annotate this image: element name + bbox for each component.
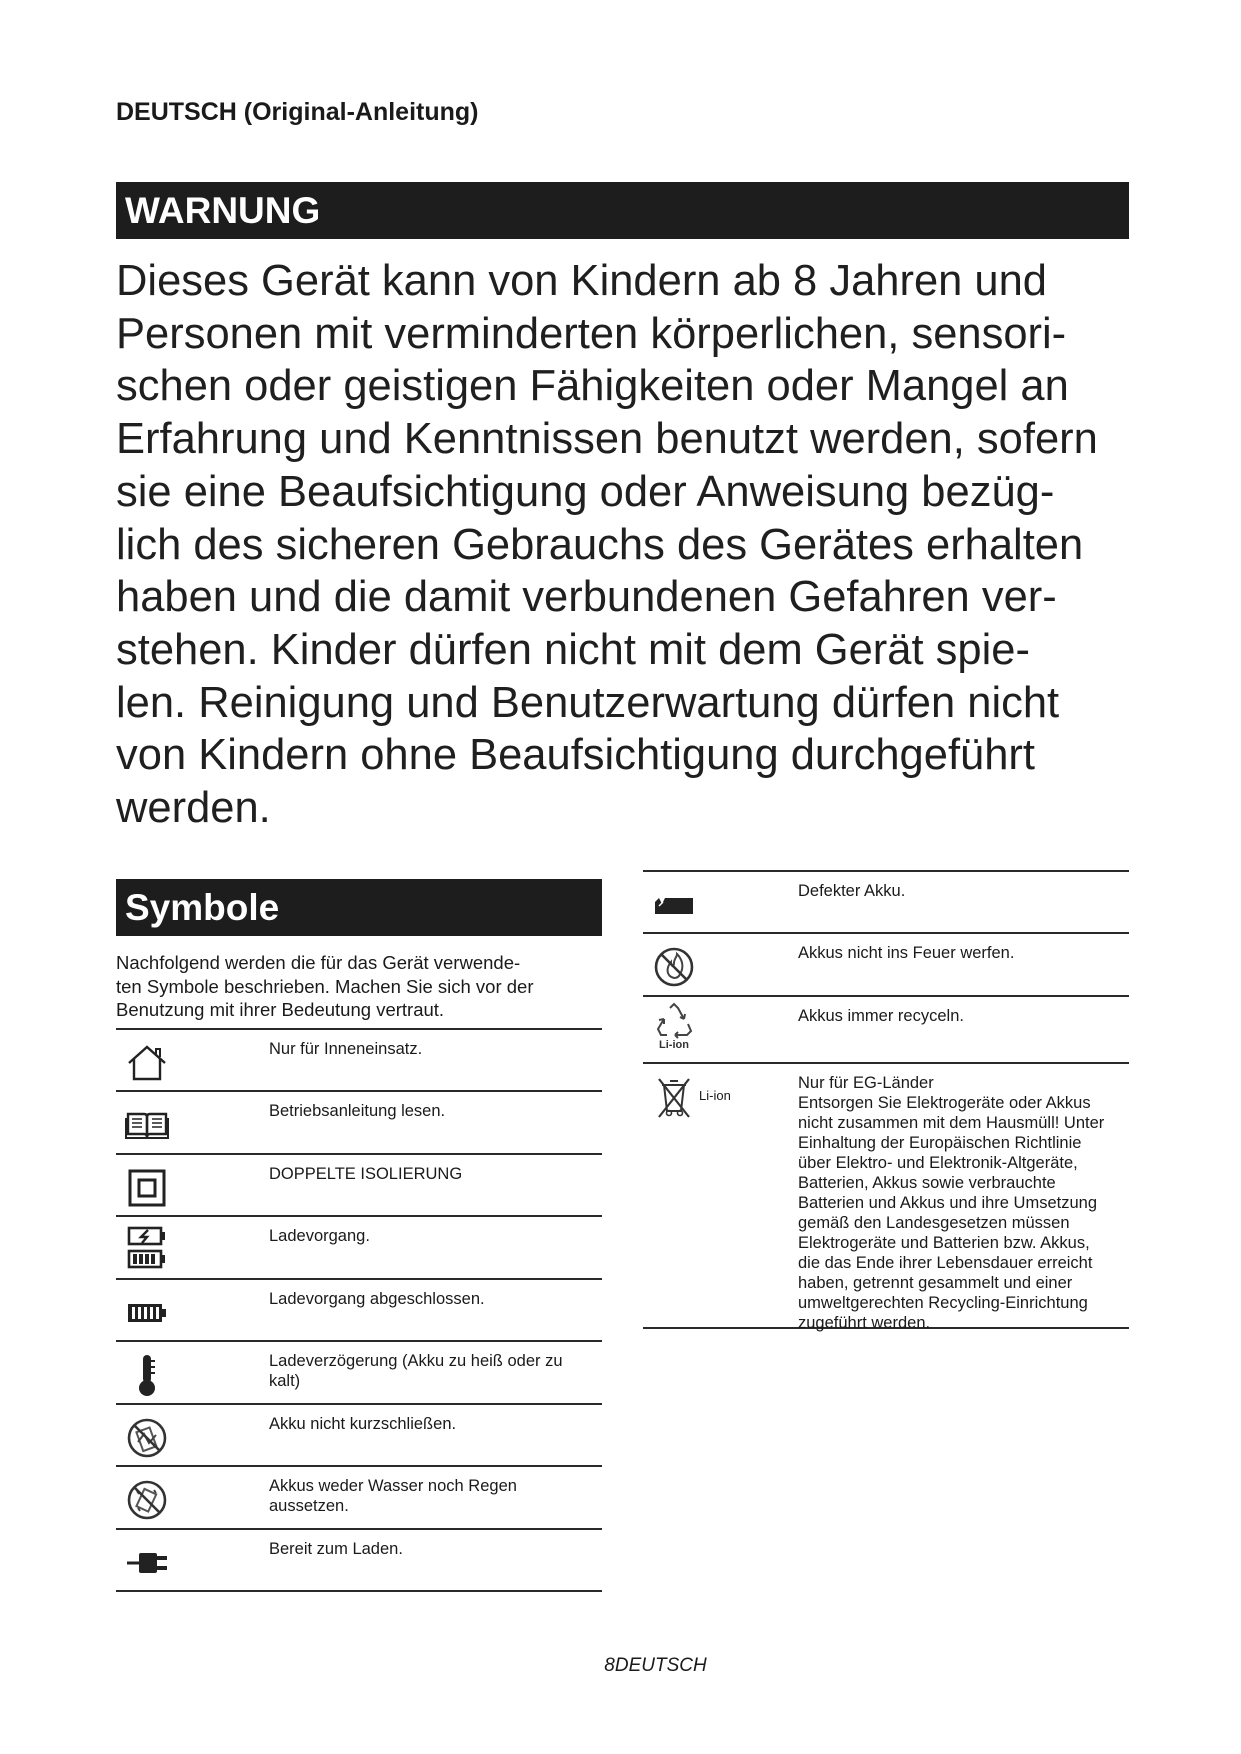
warning-line: werden. [116,784,271,833]
intro-line: Nachfolgend werden die für das Gerät verwende- [116,952,521,973]
intro-line: Benutzung mit ihrer Bedeutung vertraut. [116,999,445,1020]
warning-line: schen oder geistigen Fähigkeiten oder Mangel an [116,362,1069,411]
symbol-row [116,1092,602,1155]
thermometer-icon [124,1352,170,1398]
battery-full-icon [124,1290,170,1336]
symbol-description: Akkus nicht ins Feuer werfen. [798,944,1015,962]
warning-heading: WARNUNG [116,182,1129,239]
symbol-row [116,1280,602,1342]
page-footer [0,1655,1241,1677]
warning-text [116,255,1146,835]
symbol-row [116,1155,602,1217]
book-icon [124,1102,170,1148]
recycle-icon [651,1003,697,1049]
no-short-circuit-icon [124,1415,170,1461]
symbols-heading: Symbole [116,879,602,936]
symbols-table-right [643,870,1129,1332]
symbol-description: Betriebsanleitung lesen. [269,1102,446,1120]
footer-label: DEUTSCH [614,1655,707,1676]
li-ion-label: Li-ion [699,1088,731,1103]
symbol-description: Defekter Akku. [798,882,906,900]
warning-line: Erfahrung und Kenntnissen benutzt werden, sofern [116,415,1098,464]
warning-line: Dieses Gerät kann von Kindern ab 8 Jahren und [116,257,1048,305]
symbol-description: Bereit zum Laden. [269,1540,403,1558]
warning-line: sie eine Beaufsichtigung oder Anweisung bezüg- [116,467,1055,516]
symbol-description: Akku nicht kurzschließen. [269,1415,457,1433]
intro-line: ten Symbole beschrieben. Machen Sie sich vor der [116,975,534,997]
warning-line: len. Reinigung und Benutzerwartung dürfen nicht [116,678,1060,727]
double-insulation-icon [124,1165,170,1211]
symbol-row [643,872,1129,934]
symbols-table-left [116,1028,602,1592]
symbol-description: Nur für EG-Länder Entsorgen Sie Elektrogeräte oder Akkus nicht zusammen mit dem Hausmüll! Unter Einhaltung der Europäischen Richtlinie über Elektro- und Elektronik-Altgeräte, Batterien, Akkus sowie verbrauchte Batterien und Akkus und ihre Umsetzung gemäß den Landesgesetzen müssen Elektrogeräte und Batterien bzw. Akkus, die das Ende ihrer Lebensdauer erreicht haben, getrennt gesammelt und einer umweltgerechten Recycling-Einrichtung zugeführt werden. [798,1074,1105,1332]
symbol-description: Ladeverzögerung (Akku zu heiß oder zu kalt) [269,1352,563,1390]
symbol-row [116,1030,602,1092]
page-number: 8 [604,1655,615,1676]
no-water-icon [124,1477,170,1523]
symbol-description: Ladevorgang abgeschlossen. [269,1290,485,1308]
warning-line: haben und die damit verbundenen Gefahren ver- [116,573,1057,622]
symbol-row [643,1064,1129,1332]
defective-battery-icon [651,882,697,928]
warning-line: stehen. Kinder dürfen nicht mit dem Gerät spie- [116,625,1030,674]
no-fire-icon [651,944,697,990]
warning-line: lich des sicheren Gebrauchs des Gerätes erhalten [116,520,1084,569]
recycle-icon-label: Li-ion [659,1039,689,1050]
warning-line: Personen mit verminderten körperlichen, sensori- [116,309,1067,358]
crossed-bin-icon [651,1074,697,1120]
symbol-description: DOPPELTE ISOLIERUNG [269,1165,463,1183]
battery-charging-icon [124,1225,170,1271]
house-icon [124,1040,170,1086]
symbol-row [643,997,1129,1064]
symbol-description: Akkus immer recyceln. [798,1007,964,1025]
symbol-row [116,1405,602,1467]
symbols-intro [116,951,596,1022]
symbol-row [116,1217,602,1280]
symbol-description: Nur für Inneneinsatz. [269,1040,423,1058]
document-title: DEUTSCH (Original-Anleitung) [116,98,479,126]
symbol-row [643,934,1129,997]
symbol-row [116,1530,602,1592]
plug-icon [124,1540,170,1586]
symbol-row [116,1467,602,1530]
symbol-description: Akkus weder Wasser noch Regen aussetzen. [269,1477,517,1515]
warning-line: von Kindern ohne Beaufsichtigung durchgeführt [116,731,1035,780]
symbol-description: Ladevorgang. [269,1227,370,1245]
symbol-row [116,1342,602,1405]
